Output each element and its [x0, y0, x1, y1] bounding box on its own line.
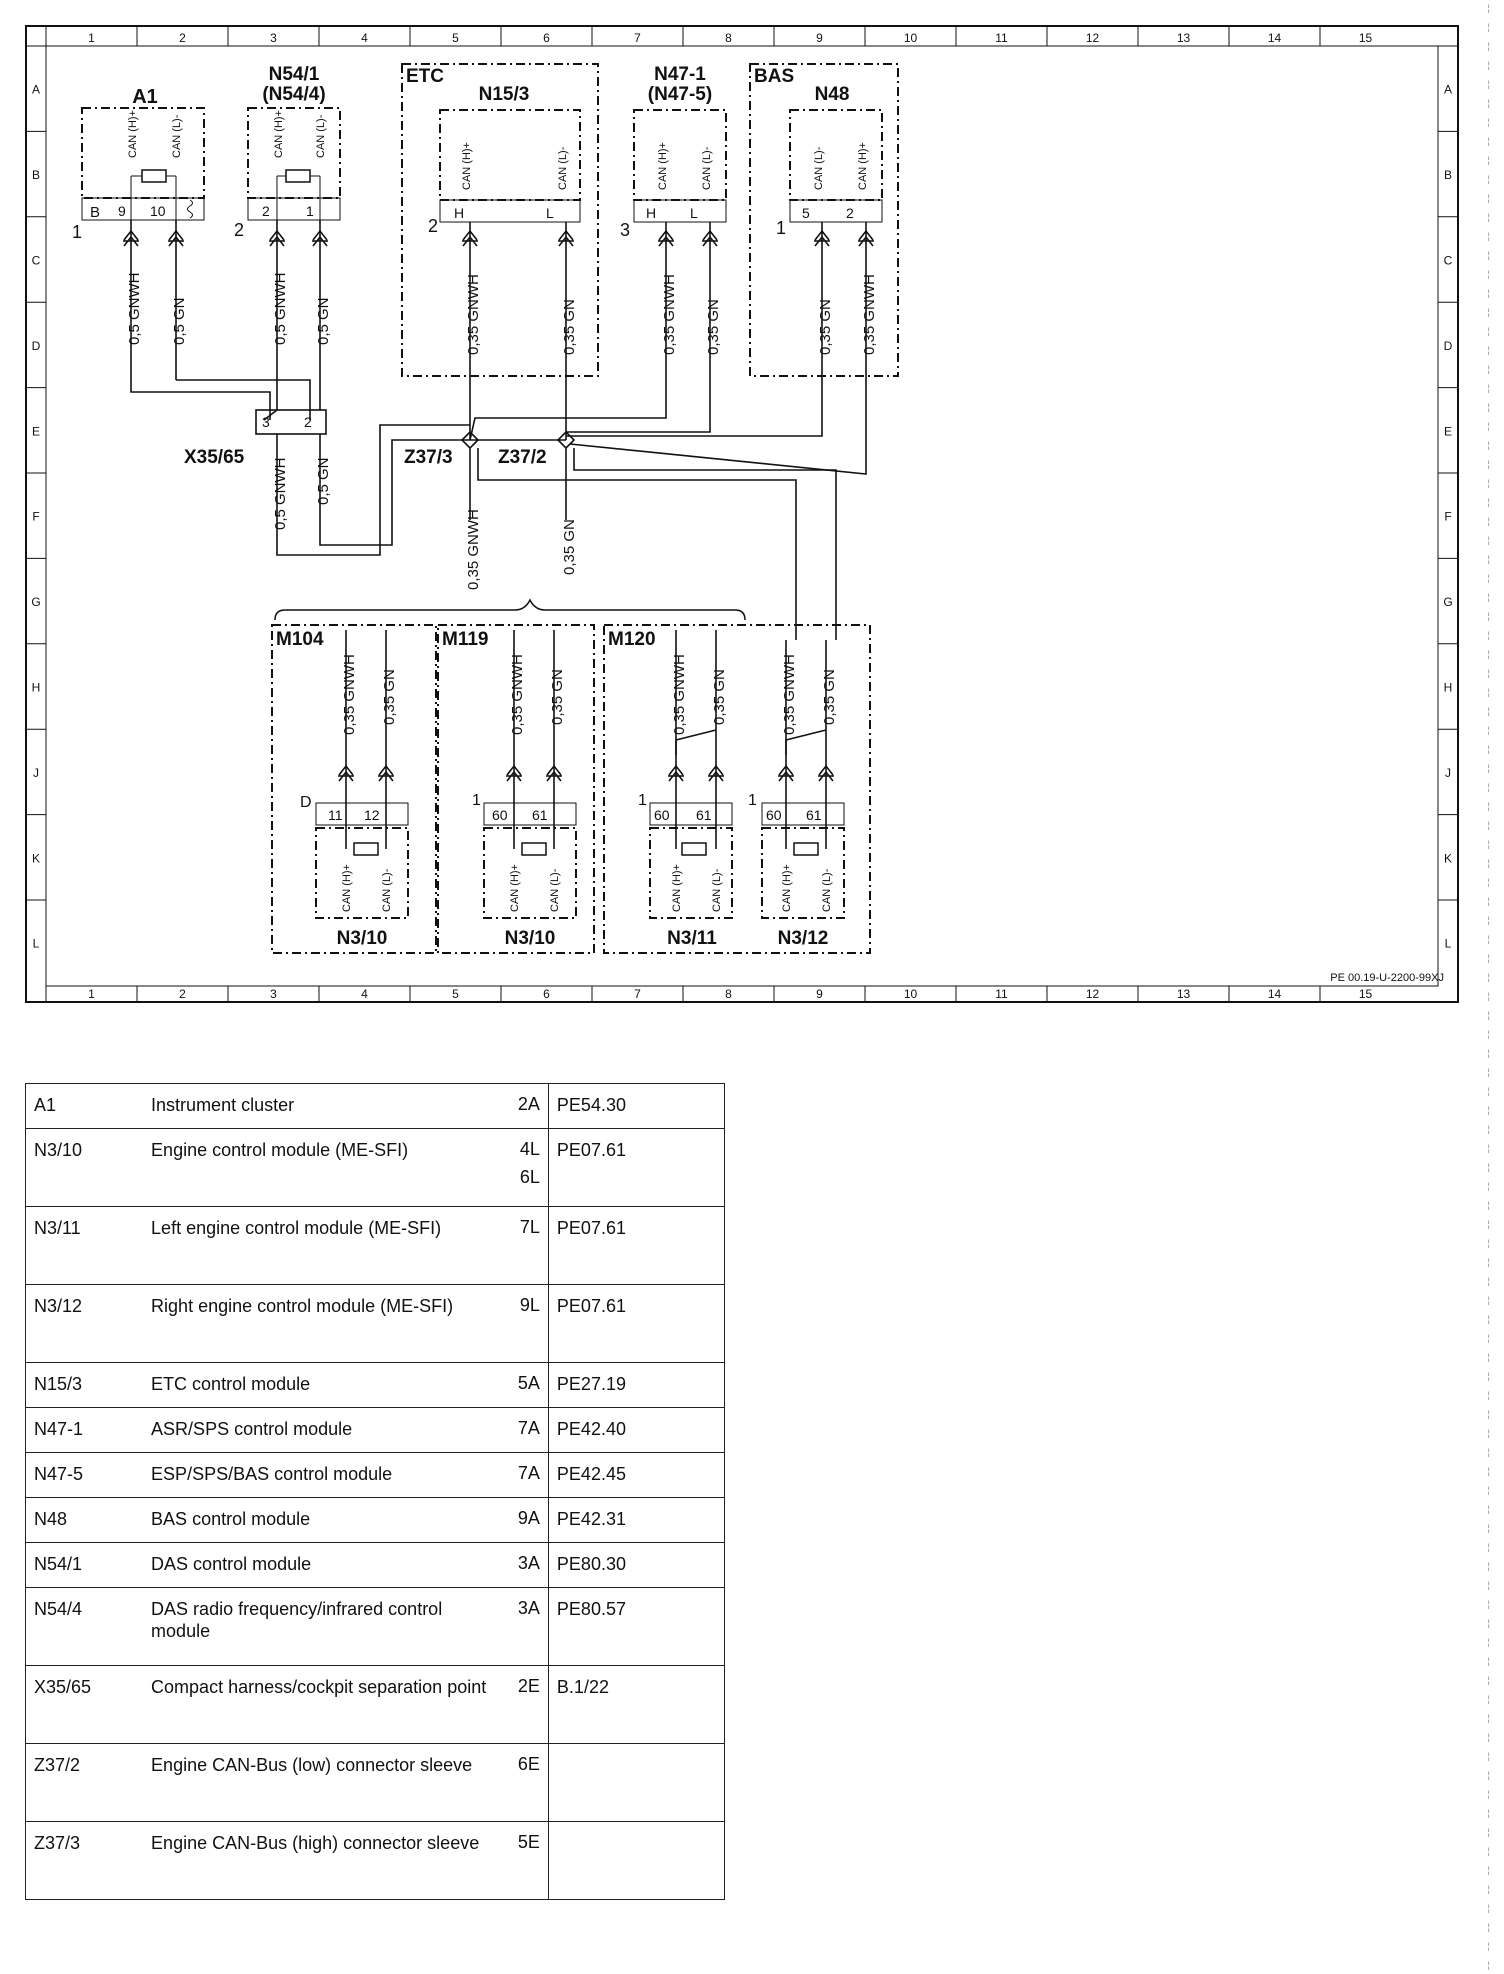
grid-row-label: A [1443, 82, 1453, 97]
legend-description: Instrument cluster [143, 1084, 508, 1129]
legend-row [26, 1498, 725, 1543]
wire-n48-gnwh: 0,35 GNWH [861, 274, 878, 355]
legend-row [26, 1543, 725, 1588]
grid-row-label: K [1443, 851, 1453, 866]
grid-column-label: 14 [1267, 31, 1282, 45]
wires-upper [131, 220, 866, 470]
grid-row-label: C [31, 253, 41, 268]
module-label-n47-1: N47-1 [654, 64, 706, 85]
grid-column-label: 6 [543, 31, 550, 45]
pin-n15-h: H [454, 205, 465, 221]
grid-row-label: G [31, 595, 41, 610]
legend-grid-location: 2A [508, 1084, 549, 1129]
pin-x35-3: 3 [262, 414, 270, 430]
legend-description: Right engine control module (ME-SFI) [143, 1285, 508, 1363]
grid-column-label: 7 [634, 31, 641, 45]
legend-row [26, 1408, 725, 1453]
wire-n48-gn: 0,35 GN [817, 299, 834, 355]
legend-row [26, 1588, 725, 1666]
legend-code: N54/1 [26, 1543, 144, 1588]
pin-m119-61: 61 [532, 807, 548, 823]
wire-m104-gn: 0,35 GN [381, 669, 398, 725]
grid-column-label: 9 [816, 987, 823, 1001]
legend-description: ESP/SPS/BAS control module [143, 1453, 508, 1498]
grid-column-label: 13 [1176, 31, 1191, 45]
grid-row-label: H [31, 680, 41, 695]
legend-grid-location: 7A [508, 1408, 549, 1453]
grid-column-label: 13 [1176, 987, 1191, 1001]
grid-row-label: D [1443, 338, 1453, 353]
connector-label-x35-65: X35/65 [184, 447, 245, 468]
legend-description: Engine CAN-Bus (low) connector sleeve [143, 1744, 508, 1822]
pin-m119-60: 60 [492, 807, 508, 823]
legend-grid-location: 3A [508, 1543, 549, 1588]
signal-can-l-n47: CAN (L)- [701, 146, 713, 190]
legend-row [26, 1822, 725, 1900]
grid-column-label: 5 [452, 987, 459, 1001]
module-label-n3-10-m119: N3/10 [504, 928, 556, 949]
grid-row-label: B [31, 168, 41, 183]
module-label-n3-12: N3/12 [777, 928, 829, 949]
wire-n54-gnwh: 0,5 GNWH [272, 272, 289, 345]
mark-n54-2: 2 [234, 220, 245, 240]
legend-description: BAS control module [143, 1498, 508, 1543]
grid-row-label: L [1444, 936, 1452, 951]
legend-code: A1 [26, 1084, 144, 1129]
legend-reference: PE07.61 [548, 1285, 724, 1363]
legend-description: Engine control module (ME-SFI) [143, 1129, 508, 1207]
pin-n312-61: 61 [806, 807, 822, 823]
grid-column-label: 11 [995, 31, 1008, 45]
legend-row [26, 1285, 725, 1363]
page-edge-marks: ¦ ¦ ¦ ¦ ¦ ¦ ¦ ¦ ¦ ¦ ¦ ¦ ¦ ¦ ¦ ¦ ¦ ¦ ¦ ¦ ¦ ¦ ¦ ¦ ¦ ¦ ¦ ¦ ¦ ¦ ¦ ¦ ¦ ¦ ¦ ¦ ¦ ¦ ¦ ¦ ¦ ¦ ¦ ¦ ¦ ¦ ¦ ¦ ¦ ¦ ¦ ¦ ¦ ¦ ¦ ¦ ¦ ¦ ¦ ¦ ¦ ¦ ¦ ¦ ¦ ¦ ¦ ¦ ¦ ¦ ¦ ¦ ¦ ¦ ¦ ¦ ¦ ¦ ¦ ¦ ¦ ¦ ¦ ¦ ¦ ¦ ¦ ¦ ¦ ¦ ¦ ¦ ¦ ¦ ¦ ¦ ¦ ¦ ¦ ¦ ¦ ¦ ¦ ¦ [1486, 4, 1492, 1971]
connector-label-z37-3: Z37/3 [404, 447, 453, 468]
legend-code: N47-1 [26, 1408, 144, 1453]
mark-n48-1: 1 [776, 218, 787, 238]
legend-reference: PE07.61 [548, 1129, 724, 1207]
pin-n48-2: 2 [846, 205, 854, 221]
module-label-n15-3: N15/3 [478, 84, 530, 105]
legend-description: DAS control module [143, 1543, 508, 1588]
pin-n15-l: L [546, 205, 554, 221]
mark-a1-1: 1 [72, 222, 83, 242]
legend-code: N54/4 [26, 1588, 144, 1666]
pin-n54-2: 2 [262, 203, 270, 219]
engine-variant-brace [275, 600, 745, 620]
legend-row [26, 1744, 725, 1822]
group-label-m104: M104 [276, 629, 324, 650]
grid-column-label: 10 [903, 987, 918, 1001]
legend-row [26, 1129, 725, 1207]
signal-can-h-n15: CAN (H)+ [461, 142, 473, 190]
grid-row-label: J [33, 765, 39, 780]
legend-reference: PE27.19 [548, 1363, 724, 1408]
mark-n312-1: 1 [748, 792, 757, 809]
legend-row [26, 1207, 725, 1285]
group-label-m120: M120 [608, 629, 656, 650]
wire-a1-gnwh: 0,5 GNWH [126, 272, 143, 345]
legend-reference: B.1/22 [548, 1666, 724, 1744]
wire-x35-gnwh: 0,5 GNWH [272, 457, 289, 530]
module-label-n54-4: (N54/4) [262, 84, 326, 105]
signal-can-h-n48: CAN (H)+ [857, 142, 869, 190]
legend-grid-location: 5A [508, 1363, 549, 1408]
legend-code: Z37/2 [26, 1744, 144, 1822]
column-labels-top [46, 26, 1372, 46]
legend-row [26, 1666, 725, 1744]
module-label-n3-11: N3/11 [667, 928, 717, 949]
row-labels-left [26, 46, 46, 951]
grid-row-label: C [1443, 253, 1453, 268]
grid-row-label: A [31, 82, 41, 97]
legend-description: ETC control module [143, 1363, 508, 1408]
legend-grid-location: 7A [508, 1453, 549, 1498]
signal-can-h-n47: CAN (H)+ [657, 142, 669, 190]
grid-column-label: 7 [634, 987, 641, 1001]
legend-description: Left engine control module (ME-SFI) [143, 1207, 508, 1285]
wire-z37-2-gn: 0,35 GN [561, 519, 578, 575]
wire-z37-3-gnwh: 0,35 GNWH [465, 509, 482, 590]
grid-row-label: H [1443, 680, 1453, 695]
wire-m119-gn: 0,35 GN [549, 669, 566, 725]
legend-code: N3/10 [26, 1129, 144, 1207]
legend-grid-location: 4L 6L [508, 1129, 549, 1207]
module-label-n48: N48 [814, 84, 850, 105]
wire-n15-gnwh: 0,35 GNWH [465, 274, 482, 355]
grid-column-label: 11 [995, 987, 1008, 1001]
pin-n47-h: H [646, 205, 657, 221]
grid-column-label: 8 [725, 987, 732, 1001]
legend-grid-location: 5E [508, 1822, 549, 1900]
grid-row-label: E [31, 424, 41, 439]
pin-a1-b: B [90, 204, 101, 221]
pin-n311-60: 60 [654, 807, 670, 823]
legend-row [26, 1084, 725, 1129]
module-label-n54-1: N54/1 [268, 64, 320, 85]
wire-a1-gn: 0,5 GN [171, 297, 188, 345]
legend-reference: PE42.45 [548, 1453, 724, 1498]
signal-can-l-n311: CAN (L)- [711, 868, 723, 912]
grid-column-label: 4 [361, 31, 368, 45]
pin-n311-61: 61 [696, 807, 712, 823]
grid-column-label: 10 [903, 31, 918, 45]
grid-column-label: 8 [725, 31, 732, 45]
mark-n47-3: 3 [620, 220, 631, 240]
legend-reference: PE80.57 [548, 1588, 724, 1666]
legend-reference [548, 1822, 724, 1900]
legend-description: DAS radio frequency/infrared control module [143, 1588, 508, 1666]
grid-column-label: 14 [1267, 987, 1282, 1001]
component-legend [25, 1083, 725, 1900]
pin-m104-11: 11 [328, 807, 343, 823]
legend-row [26, 1453, 725, 1498]
group-label-etc: ETC [406, 66, 444, 87]
grid-row-label: E [1443, 424, 1453, 439]
legend-reference: PE54.30 [548, 1084, 724, 1129]
signal-can-h-n312: CAN (H)+ [781, 864, 793, 912]
legend-reference: PE07.61 [548, 1207, 724, 1285]
pin-x35-2: 2 [304, 414, 312, 430]
signal-can-l-a1: CAN (L)- [171, 114, 183, 158]
signal-can-h-n311: CAN (H)+ [671, 864, 683, 912]
legend-grid-location: 3A [508, 1588, 549, 1666]
grid-column-label: 5 [452, 31, 459, 45]
signal-can-h-m119: CAN (H)+ [509, 864, 521, 912]
group-label-bas: BAS [754, 66, 795, 87]
legend-grid-location: 7L [508, 1207, 549, 1285]
bus-routing [131, 356, 866, 640]
module-label-n3-10-m104: N3/10 [336, 928, 388, 949]
signal-can-l-n312: CAN (L)- [821, 868, 833, 912]
wire-n311-gn: 0,35 GN [711, 669, 728, 725]
group-label-m119: M119 [442, 629, 489, 650]
wire-m119-gnwh: 0,35 GNWH [509, 654, 526, 735]
grid-row-label: L [32, 936, 40, 951]
signal-can-h-m104: CAN (H)+ [341, 864, 353, 912]
module-label-n47-5: (N47-5) [647, 84, 713, 105]
column-labels-bottom [46, 986, 1372, 1002]
wire-n47-gnwh: 0,35 GNWH [661, 274, 678, 355]
grid-column-label: 3 [270, 31, 277, 45]
legend-code: N47-5 [26, 1453, 144, 1498]
legend-grid-location: 9A [508, 1498, 549, 1543]
wire-n15-gn: 0,35 GN [561, 299, 578, 355]
grid-column-label: 15 [1358, 31, 1373, 45]
grid-column-label: 1 [88, 987, 95, 1001]
signal-can-h-n54: CAN (H)+ [273, 110, 285, 158]
mark-m119-1: 1 [472, 792, 481, 809]
grid-row-label: F [32, 509, 40, 524]
legend-code: X35/65 [26, 1666, 144, 1744]
signal-can-l-n15: CAN (L)- [557, 146, 569, 190]
grid-column-label: 4 [361, 987, 368, 1001]
engine-modules [316, 803, 844, 918]
wire-x35-gn: 0,5 GN [315, 457, 332, 505]
wires-lower [346, 630, 826, 849]
grid-column-label: 12 [1085, 31, 1100, 45]
pin-a1-10: 10 [150, 203, 166, 219]
module-label-a1: A1 [132, 86, 158, 108]
grid-column-label: 15 [1358, 987, 1373, 1001]
diagram-reference: PE 00.19-U-2200-99XJ [1330, 972, 1444, 984]
pin-n54-1: 1 [306, 203, 314, 219]
inner-frame [46, 46, 1438, 986]
legend-reference: PE80.30 [548, 1543, 724, 1588]
grid-row-label: D [31, 338, 41, 353]
legend-body [26, 1084, 725, 1900]
grid-row-label: G [1443, 595, 1453, 610]
legend-reference: PE42.31 [548, 1498, 724, 1543]
module-a1 [82, 108, 204, 220]
legend-description: Engine CAN-Bus (high) connector sleeve [143, 1822, 508, 1900]
grid-row-label: B [1443, 168, 1453, 183]
signal-can-h-a1: CAN (H)+ [127, 110, 139, 158]
legend-description: Compact harness/cockpit separation point [143, 1666, 508, 1744]
legend-grid-location: 9L [508, 1285, 549, 1363]
connector-pins-lower [338, 766, 834, 781]
wire-n312-gn: 0,35 GN [821, 669, 838, 725]
legend-code: Z37/3 [26, 1822, 144, 1900]
legend-description: ASR/SPS control module [143, 1408, 508, 1453]
grid-column-label: 9 [816, 31, 823, 45]
pin-m104-12: 12 [364, 807, 380, 823]
legend-grid-location: 6E [508, 1744, 549, 1822]
signal-can-l-m119: CAN (L)- [549, 868, 561, 912]
signal-can-l-n54: CAN (L)- [315, 114, 327, 158]
wire-n312-gnwh: 0,35 GNWH [781, 654, 798, 735]
grid-column-label: 1 [88, 31, 95, 45]
mark-n311-1: 1 [638, 792, 647, 809]
legend-reference: PE42.40 [548, 1408, 724, 1453]
pin-m104-d: D [300, 794, 312, 811]
legend-code: N3/11 [26, 1207, 144, 1285]
legend-reference [548, 1744, 724, 1822]
legend-code: N3/12 [26, 1285, 144, 1363]
legend-grid-location: 2E [508, 1666, 549, 1744]
grid-column-label: 3 [270, 987, 277, 1001]
pin-n48-5: 5 [802, 205, 810, 221]
signal-can-l-m104: CAN (L)- [381, 868, 393, 912]
grid-column-label: 12 [1085, 987, 1100, 1001]
grid-column-label: 2 [179, 31, 186, 45]
pin-n47-l: L [690, 205, 698, 221]
connector-label-z37-2: Z37/2 [498, 447, 547, 468]
wire-n47-gn: 0,35 GN [705, 299, 722, 355]
mark-n15-2: 2 [428, 216, 439, 236]
wire-n311-gnwh: 0,35 GNWH [671, 654, 688, 735]
legend-row [26, 1363, 725, 1408]
grid-row-label: J [1445, 765, 1451, 780]
grid-row-label: K [31, 851, 41, 866]
pin-n312-60: 60 [766, 807, 782, 823]
grid-row-label: F [1444, 509, 1452, 524]
wire-m104-gnwh: 0,35 GNWH [341, 654, 358, 735]
row-labels-right [1438, 46, 1458, 951]
grid-column-label: 2 [179, 987, 186, 1001]
outer-frame [26, 26, 1458, 1002]
wire-n54-gn: 0,5 GN [315, 297, 332, 345]
pin-a1-9: 9 [118, 203, 126, 219]
signal-can-l-n48: CAN (L)- [813, 146, 825, 190]
legend-code: N48 [26, 1498, 144, 1543]
legend-code: N15/3 [26, 1363, 144, 1408]
grid-column-label: 6 [543, 987, 550, 1001]
